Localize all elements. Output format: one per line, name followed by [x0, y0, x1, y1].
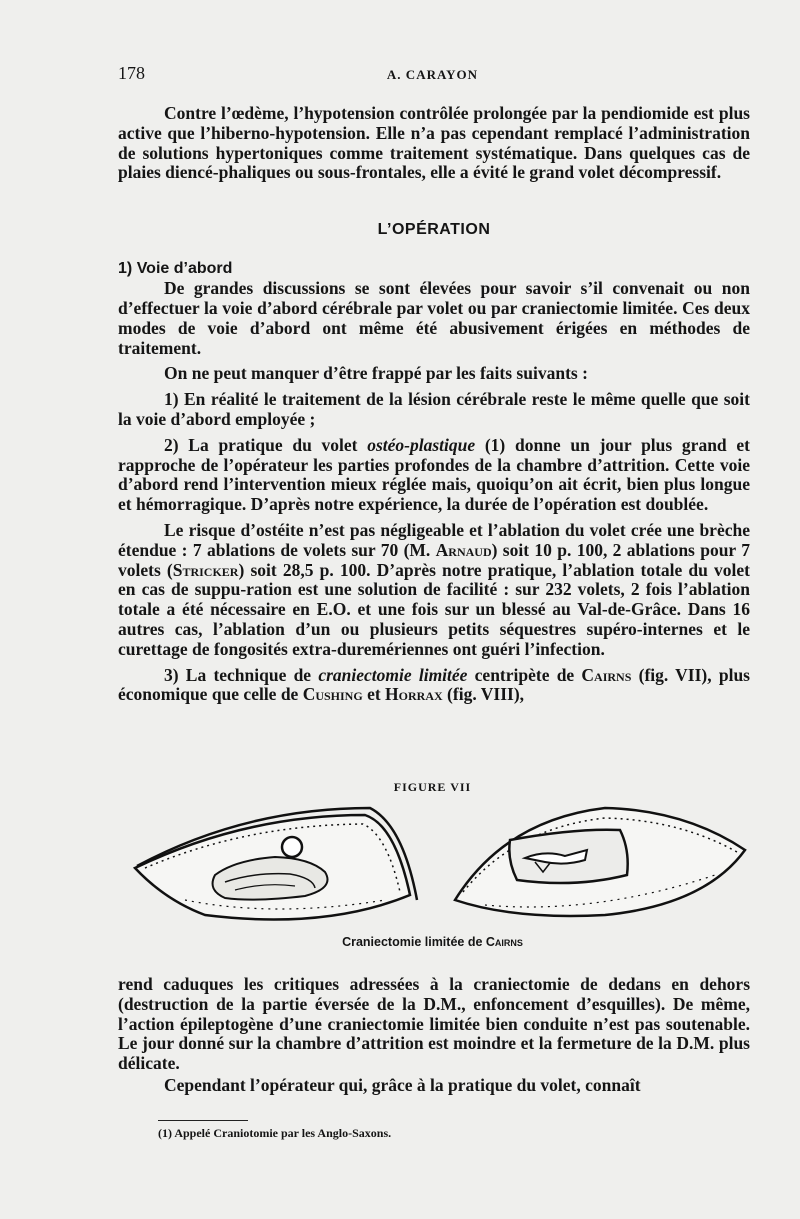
paragraph-1: De grandes discussions se sont élevées pour savoir s’il convenait ou non d’effectuer la voie d’abord cérébrale par volet ou par craniectomie limitée. Ces deux modes de voie d’abord ont même été abusivement érigées en méthodes de traitement.	[118, 278, 750, 358]
section-title: L’OPÉRATION	[377, 221, 491, 239]
p4-text-a: 2) La pratique du volet	[164, 434, 368, 455]
p4-text-b: (1) donne un jour plus grand et rapproche de l’opérateur les parties profondes de la chambre d’attrition. Cette voie d’abord rend l’intervention mieux réglée mais, quoiqu’on ait écrit, bien plus longue et hémorragique. D’après notre expérience, la durée de l’opération est doublée.	[118, 434, 750, 515]
paragraph-6	[118, 666, 750, 706]
figure-illustration	[125, 800, 755, 930]
p5-smallcaps-1: Arnaud	[435, 539, 492, 560]
subsection-number: 1)	[118, 260, 133, 278]
p5-smallcaps-2: Stricker	[172, 559, 239, 580]
upper-text-column	[118, 104, 750, 707]
intro-paragraph: Contre l’œdème, l’hypotension contrôlée prolongée par la pendiomide est plus active que l’hiberno-hypotension. Elle n’a pas cependant remplacé l’administration de solutions hypertoniques comme traitement systématique. Dans quelques cas de plaies diencé-phaliques ou sous-frontales, elle a évité le grand volet décompressif.	[118, 103, 750, 183]
footnote-rule	[158, 1120, 248, 1121]
running-title: A. CARAYON	[386, 67, 479, 82]
p4-italic: ostéo-plastique	[367, 434, 476, 455]
lower-text-column	[118, 975, 750, 1098]
left-flap-drawing	[135, 808, 417, 920]
p5-text-a: Le risque d’ostéite n’est pas négligeable et l’ablation du volet crée une brèche étendue : 7 ablations de volets sur 70 (M.	[118, 519, 750, 560]
p6-text-a: 3) La technique de	[164, 664, 319, 685]
p6-smallcaps-3: Horrax	[385, 684, 443, 705]
figure-caption	[0, 935, 800, 949]
paragraph-3: 1) En réalité le traitement de la lésion cérébrale reste le même quelle que soit la voie d’abord employée ;	[118, 389, 750, 429]
paragraph-2: On ne peut manquer d’être frappé par les faits suivants :	[164, 363, 588, 384]
page-number: 178	[118, 63, 145, 83]
p6-text-d: et	[362, 684, 386, 705]
paragraph-7: rend caduques les critiques adressées à la craniectomie de dedans en dehors (destruction de la partie éversée de la D.M., enfoncement d’esquilles). De même, l’action épileptogène d’une craniectomie limitée bien conduite n’est pas soutenable. Le jour donné sur la chambre d’attrition est moindre et la fermeture de la D.M. plus délicate.	[118, 974, 750, 1074]
p6-italic: craniectomie limitée	[318, 664, 468, 685]
paragraph-5	[118, 521, 750, 660]
caption-smallcaps: Cairns	[485, 935, 523, 949]
right-flap-drawing	[455, 808, 745, 916]
p6-smallcaps-2: Cushing	[302, 684, 363, 705]
paragraph-8: Cependant l’opérateur qui, grâce à la pratique du volet, connaît	[164, 1074, 641, 1095]
footnote: (1) Appelé Craniotomie par les Anglo-Saxons.	[158, 1126, 392, 1140]
paragraph-4	[118, 436, 750, 515]
p6-text-e: (fig. VIII),	[442, 684, 525, 705]
page-header	[0, 63, 800, 87]
p6-text-c: (fig. VII), plus économique que celle de	[118, 664, 750, 705]
subsection-heading	[118, 259, 750, 279]
p5-text-b: ) soit 10 p. 100, 2 ablations pour 7 volets (	[118, 539, 750, 580]
p6-text-b: centripète de	[467, 664, 582, 685]
figure-title: FIGURE VII	[393, 780, 472, 794]
p6-smallcaps-1: Cairns	[581, 664, 632, 685]
caption-text: Craniectomie limitée de	[342, 935, 486, 949]
p5-text-c: ) soit 28,5 p. 100. D’après notre pratique, l’ablation totale du volet en cas de suppu-ration est une solution de facilité : sur 232 volets, 2 fois l’ablation totale a été nécessaire en E.O. et une fois sur un blessé au Val-de-Grâce. Dans 16 autres cas, l’ablation d’un ou plusieurs petits séquestres supéro-internes et le curettage de fongosités extra-duremériennes ont guéri l’infection.	[118, 559, 750, 659]
subsection-title: Voie d’abord	[136, 260, 233, 278]
